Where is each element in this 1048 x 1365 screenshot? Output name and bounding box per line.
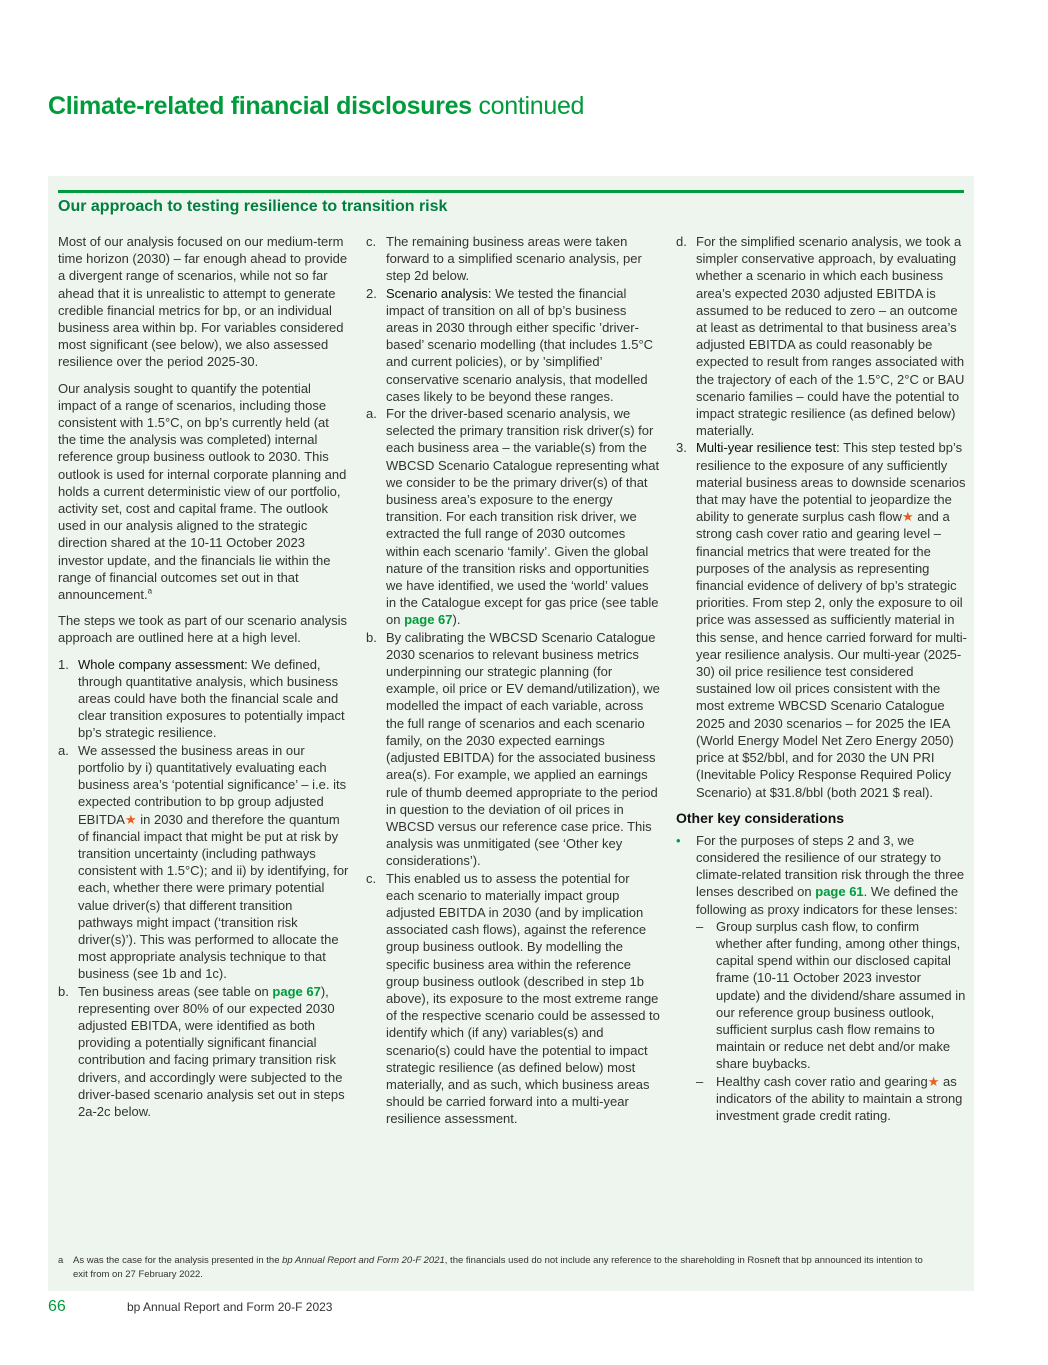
star-icon: ★ [927,1073,940,1089]
proxy-indicator-2-text-1: Healthy cash cover ratio and gearing [716,1073,928,1089]
footnote-report-title: bp Annual Report and Form 20-F 2021 [282,1255,445,1266]
step-2d-text: For the simplified scenario analysis, we took a simpler conservative approach, by evaluating whether a scenario in which each business area’s expected 2030 adjusted EBITDA is assumed to be reduced to zero – an outcome at least as detrimental to that business area’s adjusted EBITDA as could reasonably be expected to result from ranges associated with the trajectory of each of the 1.5°C, 2°C or BAU scenario families – could have the potential to impact strategic resilience (as defined below) materially. [696,234,965,439]
page-title-main: Climate-related financial disclosures [48,92,472,120]
column-1 [58,233,350,1120]
step-1-lead: Whole company assessment: [78,656,248,672]
step-2a [366,405,660,629]
step-marker: c. [366,234,377,249]
bullet-text-2: . We defined the following as proxy indicators for these lenses: [696,884,959,917]
footnote-text-2: , the financials used do not include any reference to the shareholding in Rosneft that bp announced its intention to exit from on 27 February 2022. [73,1255,923,1280]
star-icon: ★ [901,509,914,525]
proxy-indicator-list [676,918,968,1124]
bullet-icon: • [676,832,681,848]
section-heading: Our approach to testing resilience to transition risk [58,198,448,215]
intro-paragraph-3: The steps we took as part of our scenario analysis approach are outlined here at a high level. [58,613,348,646]
step-1a-text-1: We assessed the business areas in our portfolio by i) quantitatively evaluating each business area’s ‘potential significance’ – i.e. its expected contribution to bp group adjusted EBITDA [78,742,347,827]
dash-icon: – [696,918,704,934]
star-icon: ★ [124,811,137,827]
report-name: bp Annual Report and Form 20-F 2023 [127,1300,333,1314]
step-3-lead: Multi-year resilience test: [696,440,840,456]
step-1-text: We defined, through quantitative analysis, which business areas could have both the financial scale and clear transition exposures to potentially impact bp’s strategic resilience. [78,656,345,741]
step-1a [58,742,350,983]
step-2-lead: Scenario analysis: [386,285,492,301]
step-1b-text-2: ), representing over 80% of our expected 2030 adjusted EBITDA, were identified as both providing a potentially significant financial contribution and facing primary transition risk drivers, and accordingly were subjected to the driver-based scenario analysis set out in steps 2a-2c below. [78,983,345,1119]
step-marker: 2. [366,285,377,301]
proxy-indicator-2 [696,1073,968,1125]
step-3 [676,439,968,800]
page-number: 66 [48,1298,66,1315]
consideration-bullet [676,832,968,918]
step-marker: a. [366,406,377,422]
step-marker: b. [58,983,69,999]
step-marker: c. [366,870,377,886]
step-1 [58,656,350,742]
step-3-text-2: and a strong cash cover ratio and gearing level – financial metrics that were treated for the purposes of the analysis as representing financial evidence of delivery of bp’s strategic priorities. From step 2, only the exposure to oil price was assessed as sufficiently material in this sense, and hence carried forward for multi-year resilience analysis. Our multi-year (2025-30) oil price resilience test considered sustained low oil prices consistent with the most extreme WBCSD Scenario Catalogue 2025 and 2030 scenarios – for 2025 the IEA (World Energy Model Net Zero Energy 2050) price at $52/bbl, and for 2030 the UN PRI (Inevitable Policy Response Required Policy Scenario) at $31.8/bbl (both 2021 $ real). [696,509,967,800]
intro-paragraph-2 [58,380,350,604]
step-2a-text-1: For the driver-based scenario analysis, we selected the primary transition risk driver(s) for each business area – the variable(s) from the WBCSD Scenario Catalogue representing what we consider to be the primary driver(s) of that business area’s exposure to the energy transition. For each transition risk driver, we extracted the full range of 2030 outcomes within each scenario ‘family’. Given the global nature of the transition risks and opportunities we have identified, we used the ‘world’ values in the Catalogue except for gas price (see table on [386,406,660,628]
step-2d [676,233,968,439]
step-1a-text-2: in 2030 and therefore the quantum of financial impact that might be put at risk by transition uncertainty (including pathways consistent with 1.5°C); and ii) by identifying, for each, whether there were primary potential value driver(s) that different transition pathways might impact (‘transition risk driver(s)’). This was performed to allocate the most appropriate analysis technique to that business (see 1b and 1c). [78,811,349,982]
intro-paragraph-2-text: Our analysis sought to quantify the potential impact of a range of scenarios, including those consistent with 1.5°C, on bp’s currently held (at the time the analysis was completed) internal reference group business outlook to 2030. This outlook is used for internal corporate planning and holds a current deterministic view of our portfolio, activity set, cost and capital frame. The outlook used in our analysis aligned to the strategic direction shared at the 10-11 October 2023 investor update, and the financials lie within the range of financial outcomes set out in that announcement. [58,380,347,603]
dash-icon: – [696,1073,704,1089]
page-title-suffix: continued [478,92,585,120]
intro-paragraph-1: Most of our analysis focused on our medium-term time horizon (2030) – far enough ahead to provide a divergent range of scenarios, while not so far ahead that it is unrealistic to attempt to generate credible financial metrics for bp, or an individual business area within bp. For variables considered most significant (see below), we also assessed resilience over the period 2025-30. [58,234,348,370]
bullet-text-1: For the purposes of steps 2 and 3, we considered the resilience of our strategy to climate-related transition risk through the three lenses described on [696,832,965,900]
proxy-indicator-2-text-2: as indicators of the ability to maintain a strong investment grade credit rating. [716,1073,963,1123]
step-1b [58,983,350,1121]
step-marker: b. [366,629,377,645]
step-2a-text-2: ). [452,612,461,628]
page-title [48,90,584,122]
column-3 [676,233,968,1124]
step-1c-text: The remaining business areas were taken forward to a simplified scenario analysis, per step 2d below. [386,234,642,284]
step-3-text-1: This step tested bp’s resilience to the exposure of any sufficiently material business areas to downside scenarios that may have the potential to jeopardize the ability to generate surplus cash flow [696,440,966,525]
proxy-indicator-1-text: Group surplus cash flow, to confirm whether after funding, among other things, capital spend within our disclosed capital frame (10-11 October 2023 investor update) and the dividend/share assumed in our reference group business outlook, sufficient surplus cash flow remains to maintain or reduce net debt and/or make share buybacks. [716,918,966,1072]
footnote-text [58,1254,938,1281]
step-marker: d. [676,234,687,249]
footnote-ref: a [147,586,153,596]
page-67-link[interactable]: page 67 [404,612,453,628]
step-marker: 3. [676,440,687,456]
step-marker: a. [58,742,69,758]
footnote [58,1254,938,1281]
panel-rule [58,190,964,193]
step-2b [366,629,660,870]
page-61-link[interactable]: page 61 [815,884,864,900]
step-2c-text: This enabled us to assess the potential for each scenario to materially impact group adjusted EBITDA in 2030 (and by implication associated cash flows), against the reference group business outlook. By modelling the specific business area within the reference group business outlook (described in step 1b above), its exposure to the most extreme range of the respective scenario could be assessed to identify which (if any) variables(s) and scenario(s) could have the potential to impact strategic resilience (as defined below) most materially, and as such, which business areas should be carried forward into a multi-year resilience assessment. [386,870,660,1127]
other-considerations-heading: Other key considerations [676,809,845,826]
step-2-text: We tested the financial impact of transition on all of bp’s business areas in 2030 through either specific ’driver-based’ scenario modelling (that includes 1.5°C and current policies), or by ’simplified’ conservative scenario analysis, that modelled cases likely to be beyond these ranges. [386,285,654,404]
content-panel [48,176,974,1291]
step-2b-text: By calibrating the WBCSD Scenario Catalogue 2030 scenarios to relevant business metrics underpinning our strategic planning (for example, oil price or EV demand/utilization), we modelled the impact of each variable, across the full range of scenarios and each scenario family, on the 2030 expected earnings (adjusted EBITDA) for the associated business area(s). For example, we applied an earnings rule of thumb deemed appropriate to the period in question to the deviation of oil prices in WBCSD versus our reference case price. This analysis was unmitigated (see ‘Other key considerations’). [386,629,660,869]
step-1c [366,233,660,285]
footnote-text-1: As was the case for the analysis presented in the [73,1255,283,1266]
step-2c [366,870,660,1128]
step-1b-text-1: Ten business areas (see table on [78,983,273,999]
footnote-marker: a [58,1255,64,1266]
proxy-indicator-1 [696,918,968,1073]
column-2 [366,233,660,1128]
page-67-link[interactable]: page 67 [272,983,321,999]
step-2 [366,285,660,405]
step-marker: 1. [58,656,69,672]
